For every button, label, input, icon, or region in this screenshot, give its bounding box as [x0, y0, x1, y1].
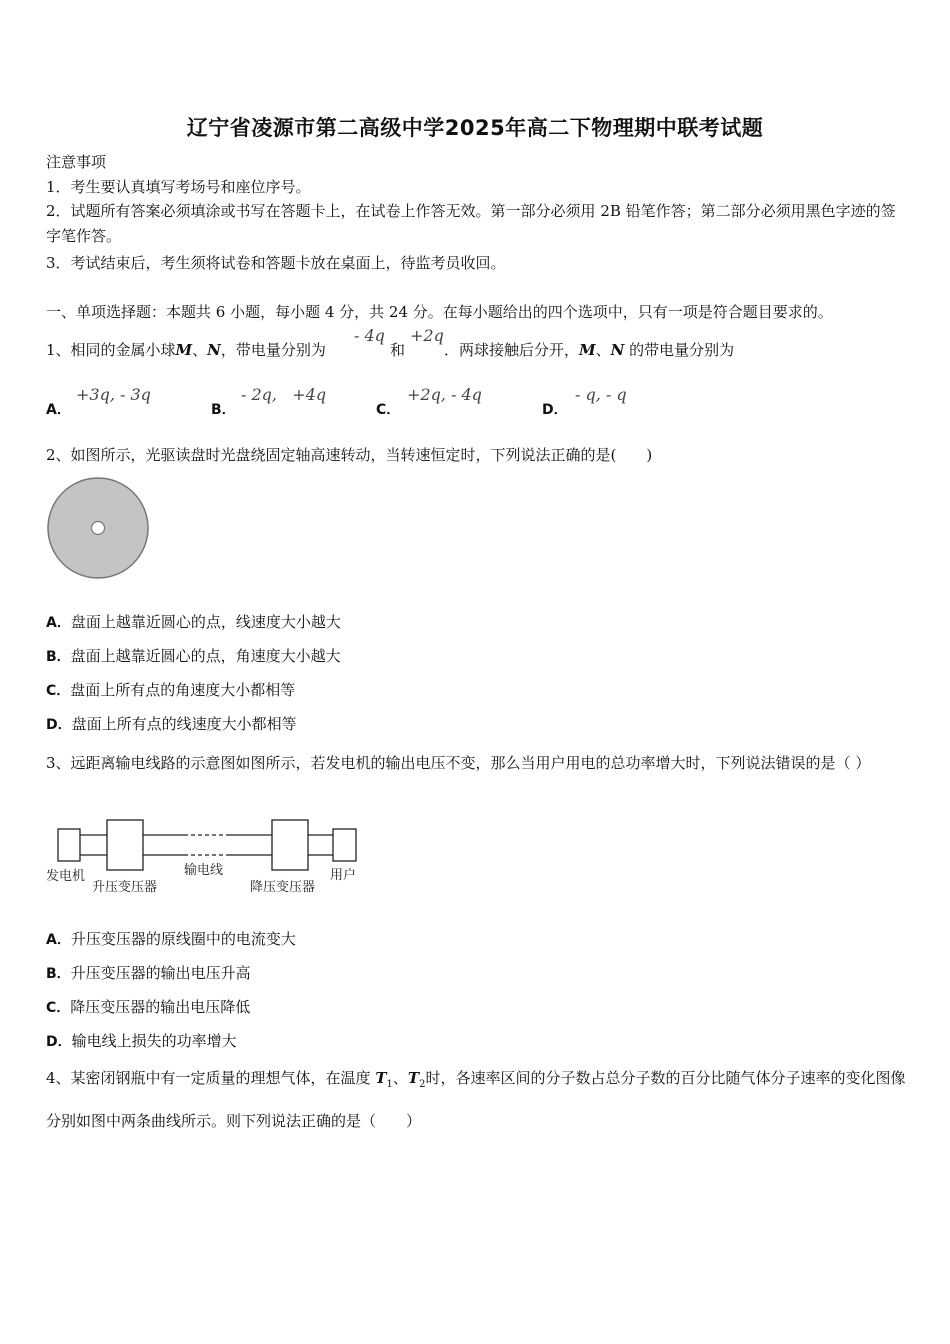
q3-option-b-label: B． — [46, 966, 71, 982]
q4-t1-sub: 1 — [386, 1079, 393, 1090]
q4-t2: T — [407, 1069, 420, 1087]
user-box — [333, 829, 356, 861]
generator-box — [58, 829, 80, 861]
q1-option-a-value[interactable]: +3q, - 3q — [76, 385, 151, 404]
q1-mid: ，带电量分别为 — [220, 341, 326, 359]
q1-prefix: 1、相同的金属小球 — [46, 341, 176, 359]
q2-option-a[interactable] — [46, 612, 341, 633]
step-down-transformer-box — [272, 820, 308, 870]
q1-ball-n: N — [207, 341, 221, 359]
q1-ball-n-2: N — [610, 341, 625, 359]
q4-sep: 、 — [392, 1069, 408, 1087]
q1-stem — [46, 340, 326, 360]
label-step-down: 降压变压器 — [250, 880, 316, 895]
q2-option-a-text: 盘面上越靠近圆心的点，线速度大小越大 — [70, 613, 341, 631]
q1-sep: 、 — [192, 341, 208, 359]
cd-disc-figure — [44, 476, 154, 582]
notice-item-3: 3．考试结束后，考生须将试卷和答题卡放在桌面上，待监考员收回。 — [46, 254, 506, 272]
label-transmission-line: 输电线 — [184, 863, 224, 878]
q1-option-b-label[interactable]: B． — [211, 402, 236, 418]
q2-option-b[interactable] — [46, 646, 341, 667]
notice-item-1: 1．考生要认真填写考场号和座位序号。 — [46, 178, 311, 196]
q1-charge-2: +2q — [410, 326, 444, 345]
q3-option-d-text: 输电线上损失的功率增大 — [71, 1032, 237, 1050]
notice-item-2: 2．试题所有答案必须填涂或书写在答题卡上，在试卷上作答无效。第一部分必须用 2B 铅笔作答；第二部分必须用黑色字迹的签字笔作答。 — [46, 202, 896, 245]
q1-sep-2: 、 — [595, 341, 611, 359]
notice-heading: 注意事项 — [46, 153, 107, 171]
label-generator: 发电机 — [46, 869, 86, 884]
q3-option-d[interactable] — [46, 1031, 237, 1052]
q3-option-a-label: A． — [46, 932, 71, 948]
page-title: 辽宁省凌源市第二高级中学2025年高二下物理期中联考试题 — [186, 116, 764, 140]
label-user: 用户 — [330, 868, 357, 883]
q3-option-c[interactable] — [46, 997, 250, 1018]
q3-option-a[interactable] — [46, 929, 296, 950]
q2-option-b-text: 盘面上越靠近圆心的点，角速度大小越大 — [70, 647, 341, 665]
q1-option-b-value[interactable]: - 2q, +4q — [241, 385, 327, 404]
q2-option-d-text: 盘面上所有点的线速度大小都相等 — [71, 715, 297, 733]
q1-option-d-value[interactable]: - q, - q — [575, 385, 627, 404]
q2-option-c-text: 盘面上所有点的角速度大小都相等 — [70, 681, 296, 699]
q2-option-c[interactable] — [46, 680, 295, 701]
q2-stem: 2、如图所示，光驱读盘时光盘绕固定轴高速转动，当转速恒定时，下列说法正确的是( ) — [46, 446, 653, 464]
label-step-up: 升压变压器 — [92, 880, 158, 895]
step-up-transformer-box — [107, 820, 143, 870]
q3-stem: 3、远距离输电线路的示意图如图所示，若发电机的输出电压不变，那么当用户用电的总功率增大时，下列说法错误的是（ ） — [46, 754, 871, 772]
section-heading: 一、单项选择题：本题共 6 小题，每小题 4 分，共 24 分。在每小题给出的四个选项中，只有一项是符合题目要求的。 — [46, 303, 833, 321]
q1-charge-1: - 4q — [354, 326, 385, 345]
q4-stem-a: 4、某密闭钢瓶中有一定质量的理想气体，在温度 — [46, 1069, 376, 1087]
q1-and: 和 — [390, 341, 406, 359]
q3-option-c-text: 降压变压器的输出电压降低 — [70, 998, 251, 1016]
q1-suffix-line — [444, 340, 734, 360]
q1-option-c-label[interactable]: C． — [376, 402, 401, 418]
q3-option-b[interactable] — [46, 963, 251, 984]
q1-ball-m-2: M — [579, 341, 596, 359]
transmission-diagram — [44, 816, 364, 898]
cd-center-hole — [92, 522, 105, 535]
q1-suffix: ．两球接触后分开， — [444, 341, 580, 359]
q1-ball-m: M — [175, 341, 193, 359]
q1-option-d-label[interactable]: D． — [542, 402, 568, 418]
q4-stem-b: 时，各速率区间的分子数占总分子数的百分比随气体分子速率的变化图像分别如图中两条曲线所示。则下列说法正确的是（ ） — [46, 1069, 906, 1130]
q2-option-a-label: A． — [46, 615, 71, 631]
q1-option-c-value[interactable]: +2q, - 4q — [407, 385, 482, 404]
q4-stem — [46, 1060, 908, 1140]
q2-option-c-label: C． — [46, 683, 71, 699]
q3-option-b-text: 升压变压器的输出电压升高 — [70, 964, 251, 982]
q3-option-c-label: C． — [46, 1000, 71, 1016]
q1-end: 的带电量分别为 — [624, 341, 735, 359]
q1-option-a-label[interactable]: A． — [46, 402, 71, 418]
q2-option-d[interactable] — [46, 714, 297, 735]
q4-t1: T — [375, 1069, 387, 1087]
q3-option-a-text: 升压变压器的原线圈中的电流变大 — [70, 930, 296, 948]
q2-option-d-label: D． — [46, 717, 72, 733]
q3-option-d-label: D． — [46, 1034, 72, 1050]
q2-option-b-label: B． — [46, 649, 71, 665]
q4-t2-sub: 2 — [419, 1079, 426, 1090]
